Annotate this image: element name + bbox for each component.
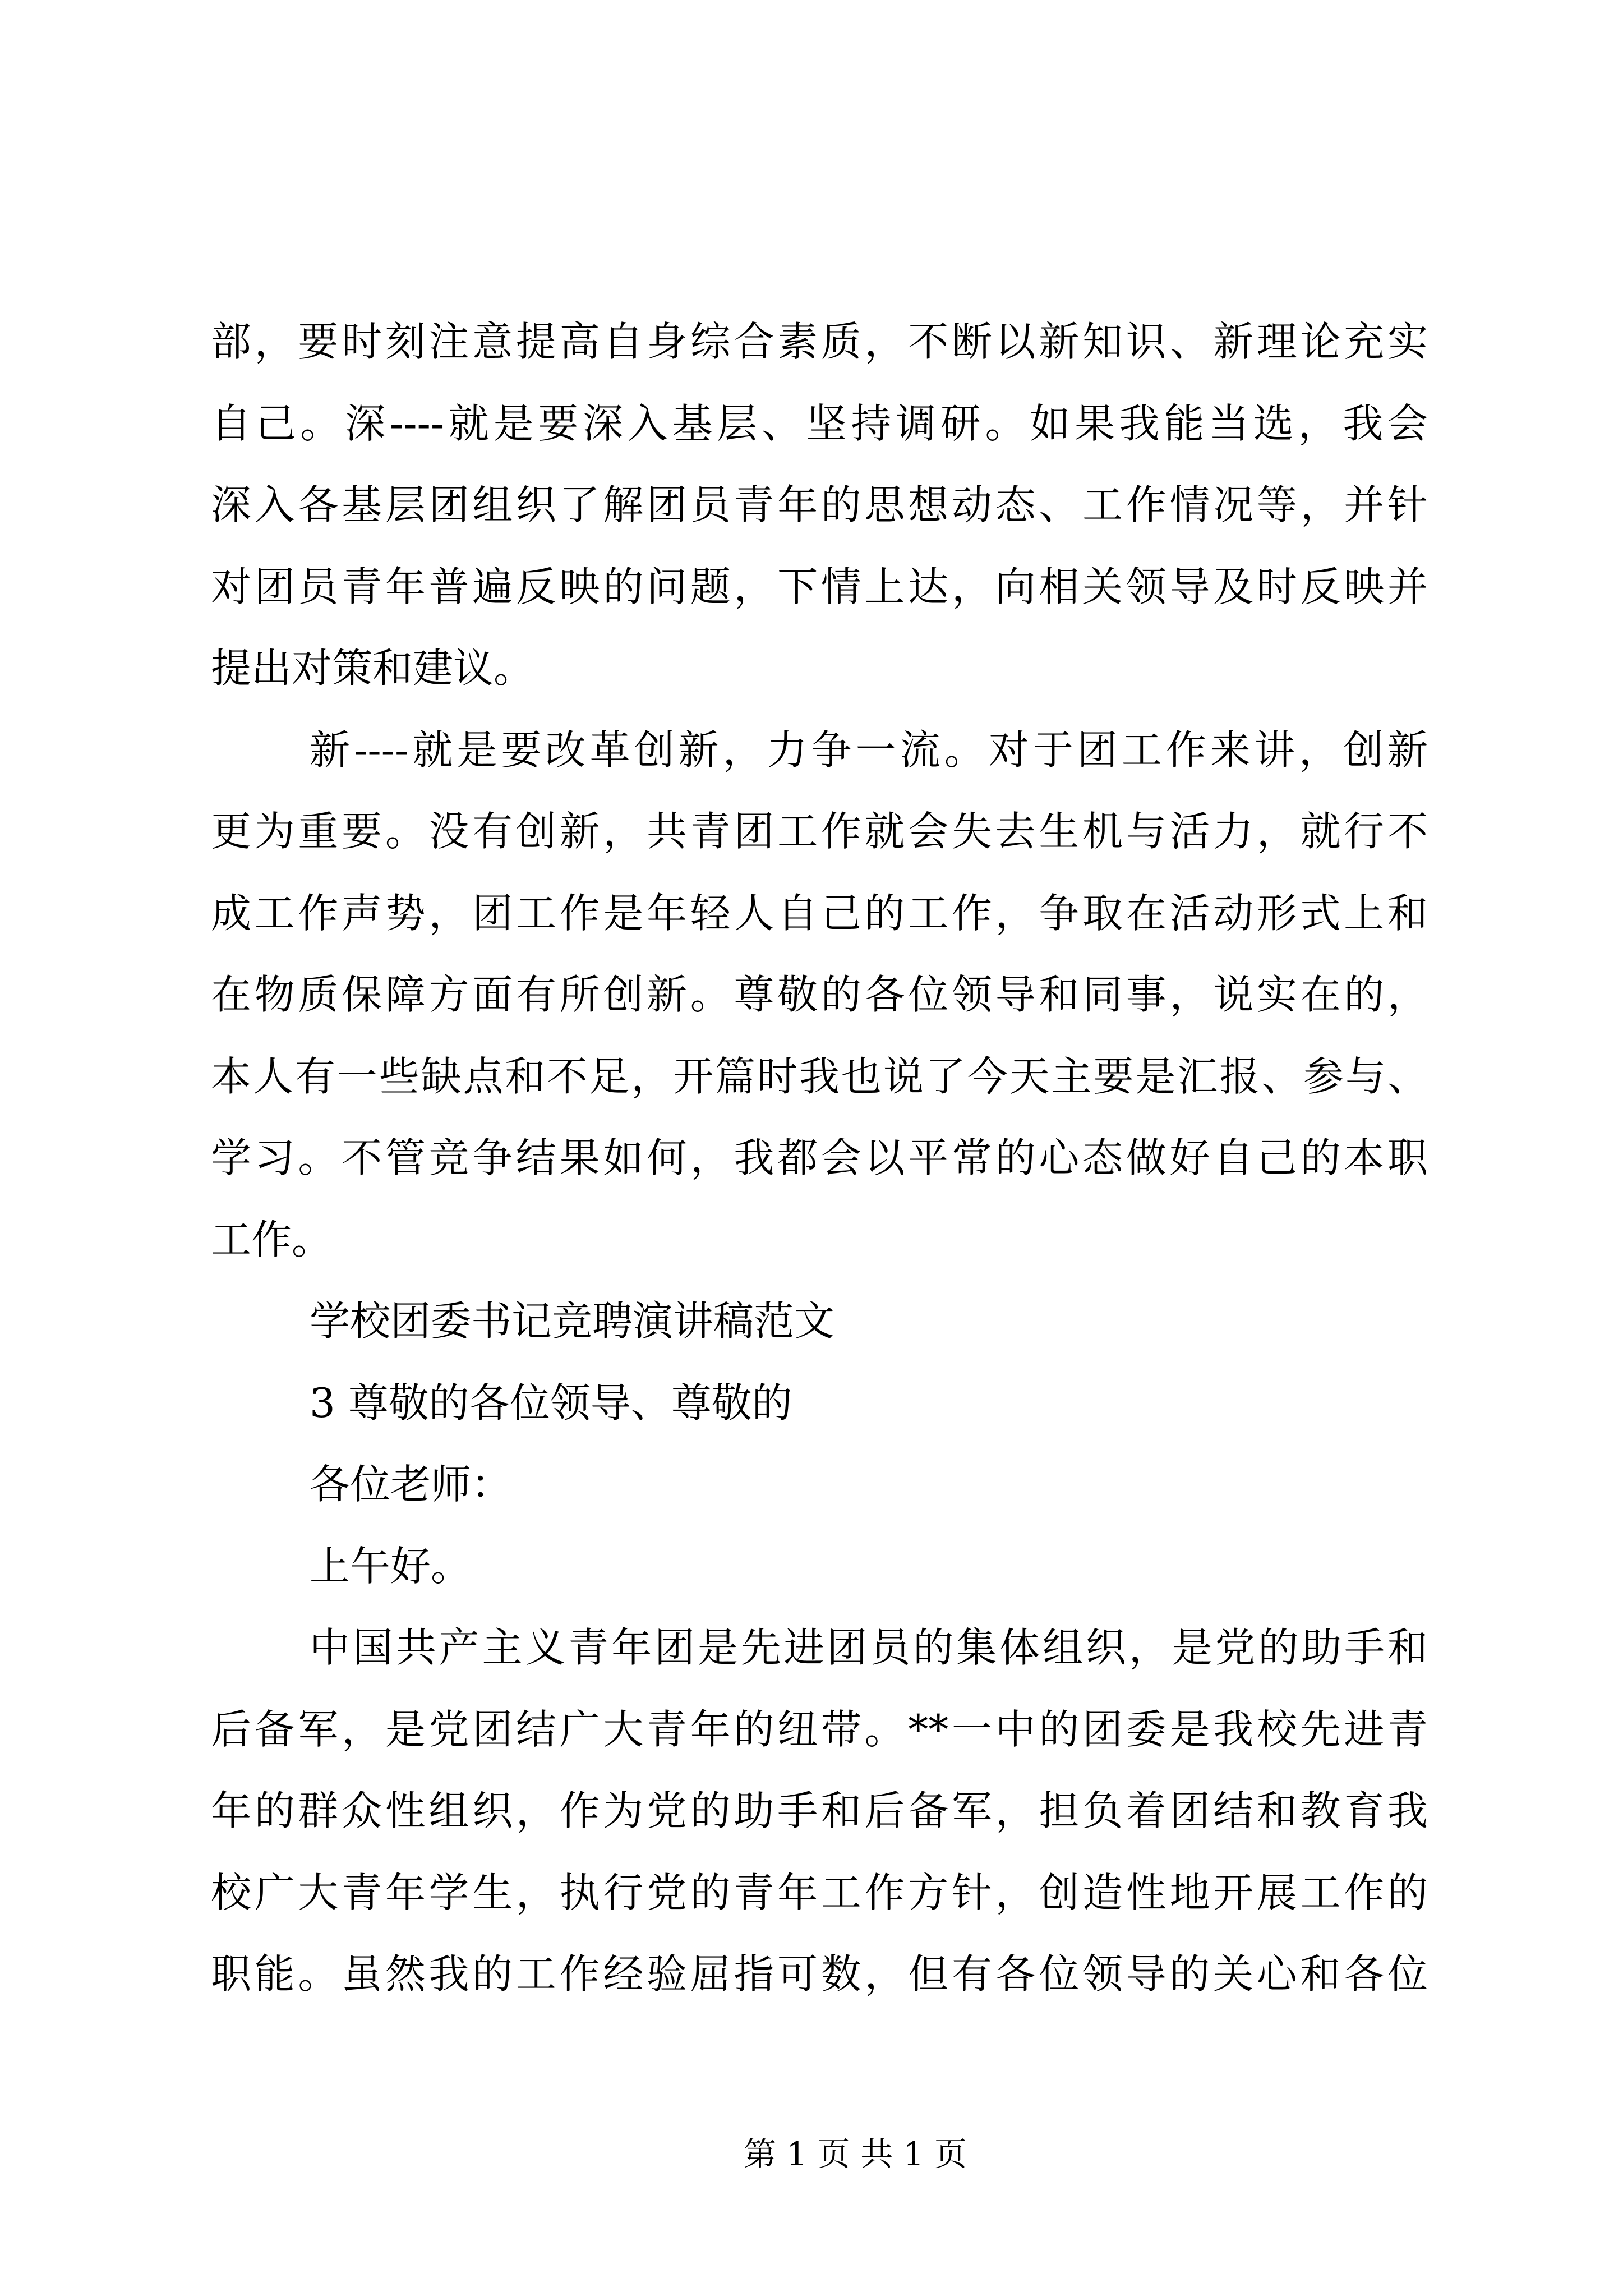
section-title: 学校团委书记竞聘演讲稿范文 <box>310 1297 835 1345</box>
text-line: 自己。深----就是要深入基层、坚持调研。如果我能当选，我会 <box>211 399 1428 447</box>
greeting-line: 上午好。 <box>310 1542 472 1590</box>
text-line: 成工作声势，团工作是年轻人自己的工作，争取在活动形式上和 <box>211 889 1428 937</box>
salutation-line: 各位老师： <box>310 1461 512 1508</box>
text-line: 提出对策和建议。 <box>211 645 534 692</box>
text-line: 学习。不管竞争结果如何，我都会以平常的心态做好自己的本职 <box>211 1134 1428 1181</box>
paragraph <box>211 301 1428 710</box>
text-line: 校广大青年学生，执行党的青年工作方针，创造性地开展工作的 <box>211 1869 1428 1916</box>
text-line: 更为重要。没有创新，共青团工作就会失去生机与活力，就行不 <box>211 808 1428 855</box>
text-line: 部，要时刻注意提高自身综合素质，不断以新知识、新理论充实 <box>211 318 1428 365</box>
text-line: 工作。 <box>211 1216 333 1263</box>
page-number-footer: 第 1 页 共 1 页 <box>744 2135 967 2173</box>
paragraph <box>211 1607 1428 2016</box>
text-line: 新----就是要改革创新，力争一流。对于团工作来讲，创新 <box>310 726 1428 774</box>
text-line: 对团员青年普遍反映的问题，下情上达，向相关领导及时反映并 <box>211 563 1428 610</box>
text-line: 中国共产主义青年团是先进团员的集体组织，是党的助手和 <box>310 1624 1428 1671</box>
text-line: 年的群众性组织，作为党的助手和后备军，担负着团结和教育我 <box>211 1787 1428 1834</box>
text-line: 职能。虽然我的工作经验屈指可数，但有各位领导的关心和各位 <box>211 1950 1428 1998</box>
paragraph <box>211 710 1428 1281</box>
salutation-line: 3 尊敬的各位领导、尊敬的 <box>310 1379 792 1427</box>
text-line: 深入各基层团组织了解团员青年的思想动态、工作情况等，并针 <box>211 481 1428 528</box>
document-body <box>211 301 1428 2016</box>
text-line: 本人有一些缺点和不足，开篇时我也说了今天主要是汇报、参与、 <box>211 1052 1428 1100</box>
text-line: 在物质保障方面有所创新。尊敬的各位领导和同事，说实在的， <box>211 971 1428 1018</box>
text-line: 后备军，是党团结广大青年的纽带。**一中的团委是我校先进青 <box>211 1705 1428 1753</box>
